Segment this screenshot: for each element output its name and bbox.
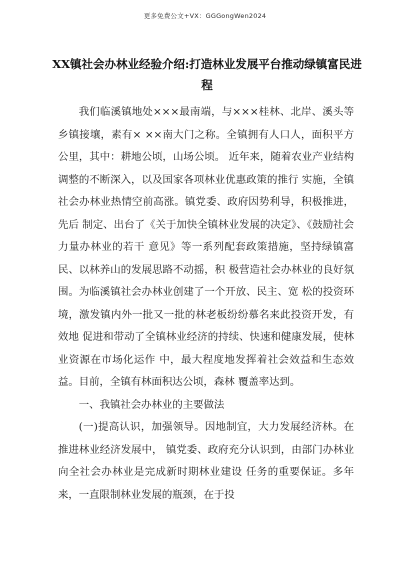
body-paragraph: (一)提高认识，加强领导。因地制宜，大力发展经济林。在推进林业经济发展中， 镇党委、政府充分认识到，由部门办林业向全社会办林业是完成新时期林业建设 任务的重要保证。多年来，一直限制林业发展的瓶颈，在于投 — [58, 421, 354, 501]
document-title: XX镇社会办林业经验介绍:打造林业发展平台推动绿镇富民进程 — [52, 57, 362, 92]
body-paragraph: 我们临溪镇地处×××最南端，与×××桂林、北岸、溪头等乡镇接壤，素有× ××南大门之称。全镇拥有人口人，面积平方公里，其中：耕地公顷，山场公顷。 近年来，随着农业产业结构调整的不断深入，以及国家各项林业优惠政策的推行 实施，全镇社会办林业热情空前高涨。镇党委、政府因势利导，积极推进，先后 制定、出台了《关于加快全镇林业发展的决定》、《鼓励社会力量办林业的若干 意见》等一系列配套政策措施，坚持绿镇富民、以林养山的发展思路不动摇，积 极营造社会办林业的良好氛围。为临溪镇社会办林业创建了一个开放、民主、宽 松的投资环境，激发镇内外一批又一批的林老板纷纷慕名来此投资开发，有效地 促进和带动了全镇林业经济的持续、快速和健康发展，使林业资源在市场化运作 中，最大程度地发挥着社会效益和生态效益。目前，全镇有林面积达公顷，森林 覆盖率达到。 — [58, 106, 354, 388]
section-heading: 一、我镇社会办林业的主要做法 — [78, 398, 225, 411]
header-note: 更多免费公文+VX：GGGongWen2024 — [143, 12, 267, 20]
document-body — [58, 101, 354, 506]
